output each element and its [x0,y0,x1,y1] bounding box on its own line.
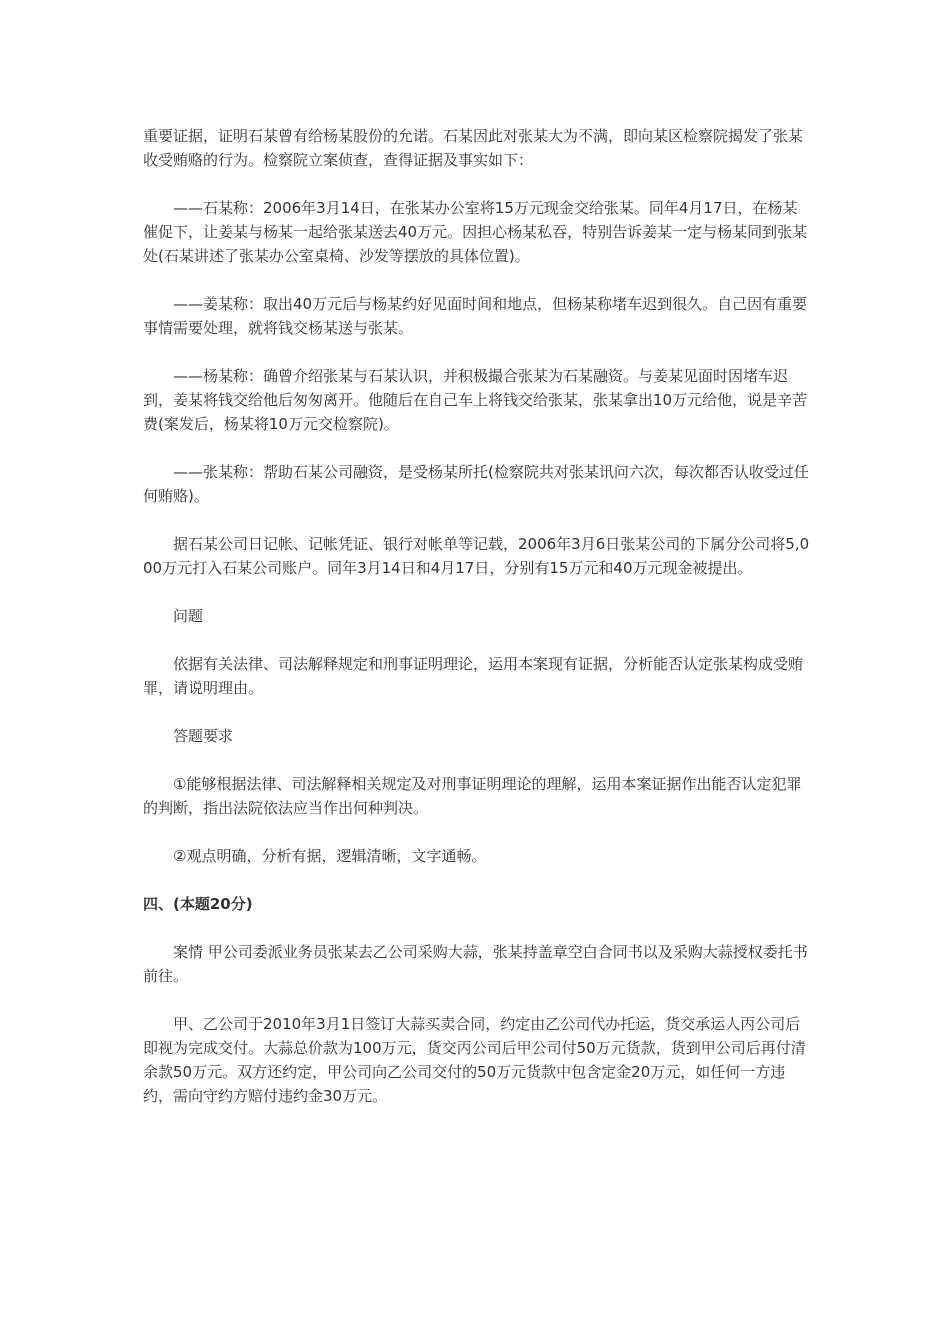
paragraph-requirements-label: 答题要求 [173,727,234,745]
paragraph-zhang-statement: ——张某称：帮助石某公司融资，是受杨某所托(检察院共对张某讯问六次，每次都否认收受过任何贿赂)。 [143,463,809,505]
paragraph-accounting-records: 据石某公司日记帐、记帐凭证、银行对帐单等记载，2006年3月6日张某公司的下属分公司将5,000万元打入石某公司账户。同年3月14日和4月17日，分别有15万元和40万元现金被提出。 [143,535,810,577]
paragraph-evidence-intro: 重要证据，证明石某曾有给杨某股份的允诺。石某因此对张某大为不满，即向某区检察院揭发了张某收受贿赂的行为。检察院立案侦查，查得证据及事实如下： [143,127,804,169]
paragraph-shi-statement: ——石某称：2006年3月14日，在张某办公室将15万元现金交给张某。同年4月17日，在杨某催促下，让姜某与杨某一起给张某送去40万元。因担心杨某私吞，特别告诉姜某一定与杨某同到张某处(石某讲述了张某办公室桌椅、沙发等摆放的具体位置)。 [143,199,808,265]
document-body [143,124,811,1132]
paragraph-yang-statement: ——杨某称：确曾介绍张某与石某认识，并积极撮合张某为石某融资。与姜某见面时因堵车迟到，姜某将钱交给他后匆匆离开。他随后在自己车上将钱交给张某，张某拿出10万元给他，说是辛苦费(案发后，杨某将10万元交检察院)。 [143,367,808,433]
section-heading: 四、(本题20分) [143,895,253,913]
paragraph-requirement-1: ①能够根据法律、司法解释相关规定及对刑事证明理论的理解，运用本案证据作出能否认定犯罪的判断，指出法院依法应当作出何种判决。 [143,775,802,817]
paragraph-contract-terms: 甲、乙公司于2010年3月1日签订大蒜买卖合同，约定由乙公司代办托运，货交承运人丙公司后即视为完成交付。大蒜总价款为100万元，货交丙公司后甲公司付50万元货款，货到甲公司后再付清余款50万元。双方还约定，甲公司向乙公司交付的50万元货款中包含定金20万元，如任何一方违约，需向守约方赔付违约金30万元。 [143,1015,806,1105]
paragraph-requirement-2: ②观点明确，分析有据，逻辑清晰，文字通畅。 [173,847,487,865]
paragraph-case-intro: 案情 甲公司委派业务员张某去乙公司采购大蒜，张某持盖章空白合同书以及采购大蒜授权委托书前往。 [143,943,808,985]
paragraph-question-label: 问题 [173,607,204,625]
paragraph-jiang-statement: ——姜某称：取出40万元后与杨某约好见面时间和地点，但杨某称堵车迟到很久。自己因有重要事情需要处理，就将钱交杨某送与张某。 [143,295,808,337]
paragraph-question: 依据有关法律、司法解释规定和刑事证明理论，运用本案现有证据，分析能否认定张某构成受贿罪，请说明理由。 [143,655,804,697]
